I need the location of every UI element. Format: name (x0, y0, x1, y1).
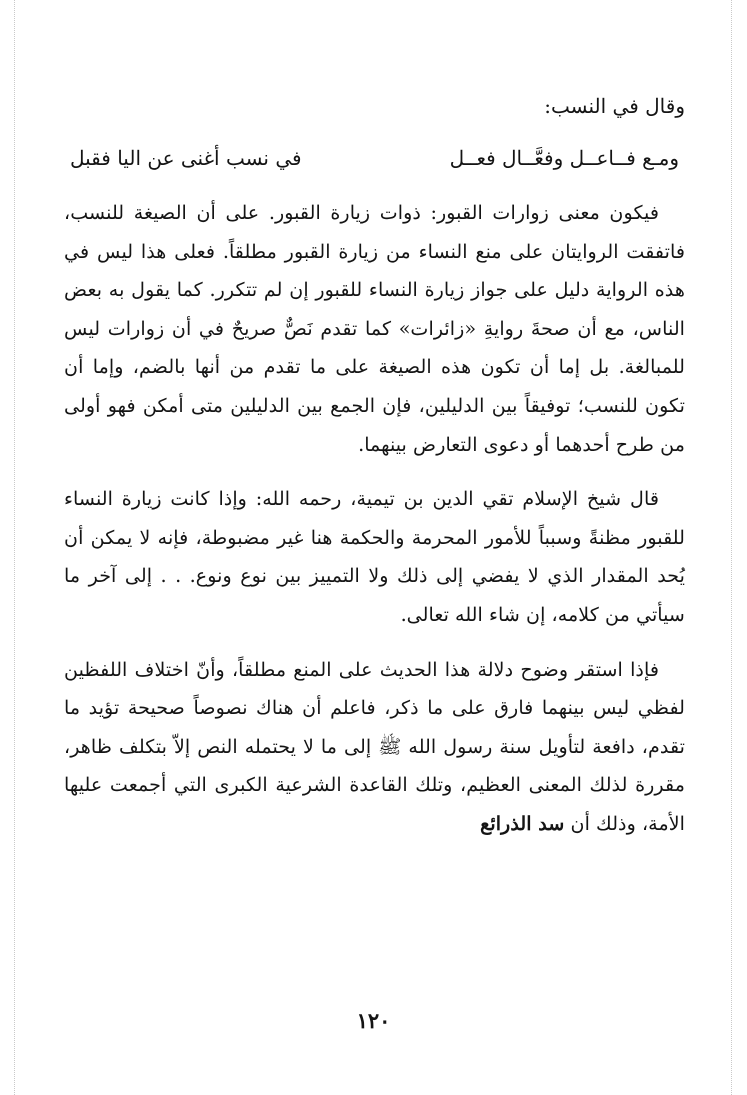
verse-second-hemistich: في نسب أغنى عن اليا فقبل (70, 146, 302, 170)
page-number: ١٢٠ (356, 1008, 391, 1033)
paragraph-2: قال شيخ الإسلام تقي الدين بن تيمية، رحمه الله: وإذا كانت زيارة النساء للقبور مظنةً وسبباً للأمور المحرمة والحكمة هنا غير مضبوطة، فإنه لا يمكن أن يُحد المقدار الذي لا يفضي إلى ذلك ولا التمييز بين نوع ونوع. . . إلى آخر ما سيأتي من كلامه، إن شاء الله تعالى. (64, 487, 685, 626)
paragraph-3 (64, 651, 685, 844)
paragraph-1: فيكون معنى زوارات القبور: ذوات زيارة القبور. على أن الصيغة للنسب، فاتفقت الروايتان على منع النساء من زيارة القبور مطلقاً. فعلى هذا ليس في هذه الرواية دليل على جواز زيارة النساء للقبور إن لم تتكرر. كما يقول به بعض الناس، مع أن صحةَ روايةِ «زائرات» كما تقدم نَصٌّ صريحٌ في أن زوارات ليس للمبالغة. بل إما أن تكون هذه الصيغة على ما تقدم من أنها بالضم، وإما أن تكون للنسب؛ توفيقاً بين الدليلين، فإن الجمع بين الدليلين متى أمكن فهو أولى من طرح أحدهما أو دعوى التعارض بينهما. (64, 201, 685, 456)
scan-edge-right (731, 0, 732, 1095)
paragraph-3-bold-tail: سد الذرائع (480, 811, 565, 835)
verse-first-hemistich: ومـع فــاعــل وفعَّــال فعــل (449, 146, 679, 170)
paragraph-3-text: فإذا استقر وضوح دلالة هذا الحديث على المنع مطلقاً، وأنّ اختلاف اللفظين لفظي ليس بينهما فارق على ما ذكر، فاعلم أن هناك نصوصاً صحيحة تؤيد ما تقدم، دافعة لتأويل سنة رسول الله ﷺ إلى ما لا يحتمله النص إلاّ بتكلف ظاهر، مقررة لذلك المعنى العظيم، وتلك القاعدة الشرعية الكبرى التي أجمعت عليها الأمة، وذلك أن (64, 657, 685, 835)
scan-edge-left (14, 0, 15, 1095)
page-body (64, 84, 685, 844)
intro-line: وقال في النسب: (544, 94, 685, 118)
poetry-verse (64, 136, 685, 180)
